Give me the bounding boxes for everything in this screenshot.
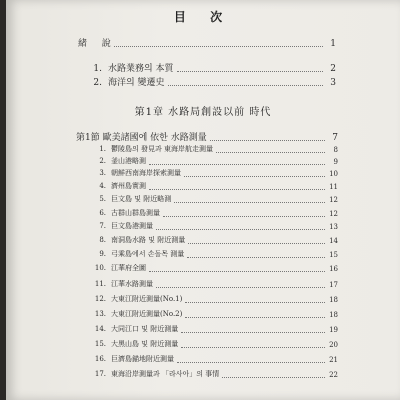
toc-item[interactable] xyxy=(94,144,338,154)
toc-item-page: 2 xyxy=(330,64,336,74)
dot-leader xyxy=(114,45,323,47)
toc-item-page: 14 xyxy=(329,237,338,245)
toc-item[interactable] xyxy=(94,263,338,273)
dot-leader xyxy=(185,301,325,303)
toc-item-page: 13 xyxy=(329,223,338,231)
dot-leader xyxy=(187,256,325,258)
toc-item-label: 巨濟島錨地附近測量 xyxy=(111,355,174,363)
toc-item-label: 東海沿岸測量과 「라사아」의 事情 xyxy=(111,370,220,378)
toc-item[interactable] xyxy=(94,279,338,289)
toc-item-label: 巨文島 및 附近略測 xyxy=(111,195,172,203)
toc-item-number: 9. xyxy=(99,250,106,258)
toc-section-page: 7 xyxy=(332,133,338,143)
toc-item-label: 朝鮮西南海岸探索測量 xyxy=(111,169,181,177)
toc-item[interactable] xyxy=(94,354,338,364)
toc-item-number: 3. xyxy=(99,169,106,177)
toc-item[interactable] xyxy=(94,208,338,218)
toc-item-page: 20 xyxy=(329,341,338,349)
toc-item-label: 大東江附近測量(No.2) xyxy=(111,310,183,318)
toc-item-number: 5. xyxy=(99,195,106,203)
toc-item-label: 大東江附近測量(No.1) xyxy=(111,295,183,303)
toc-item-number: 10. xyxy=(94,264,106,272)
toc-item[interactable] xyxy=(94,235,338,245)
toc-item[interactable] xyxy=(94,369,338,379)
dot-leader xyxy=(149,163,325,165)
toc-item[interactable] xyxy=(94,309,338,319)
book-page xyxy=(6,0,400,400)
toc-item-number: 6. xyxy=(99,209,106,217)
toc-item[interactable] xyxy=(94,168,338,178)
toc-item-number: 15. xyxy=(94,340,106,348)
toc-item-page: 21 xyxy=(329,356,338,364)
toc-item-label: 弓乘島에서 손돌목 測量 xyxy=(111,250,185,258)
dot-leader xyxy=(174,201,325,203)
toc-intro-page: 1 xyxy=(330,39,336,49)
toc-item-label: 南洞島水路 및 附近測量 xyxy=(111,236,186,244)
dot-leader xyxy=(177,70,323,72)
dot-leader xyxy=(149,270,325,272)
toc-item-page: 16 xyxy=(329,265,338,273)
toc-intro-item[interactable] xyxy=(88,75,336,88)
toc-item-label: 巨文島港測量 xyxy=(111,222,153,230)
dot-leader xyxy=(184,175,325,177)
toc-intro-label: 緒 說 xyxy=(78,39,111,49)
toc-item-page: 3 xyxy=(330,78,336,88)
toc-item[interactable] xyxy=(94,294,338,304)
toc-item-label: 釜山港略測 xyxy=(111,157,146,165)
dot-leader xyxy=(149,188,325,190)
toc-item-page: 17 xyxy=(329,281,338,289)
toc-item-page: 18 xyxy=(329,296,338,304)
toc-item-page: 8 xyxy=(333,146,338,154)
toc-intro-item[interactable] xyxy=(88,61,336,74)
toc-item-number: 7. xyxy=(99,222,106,230)
toc-item-number: 13. xyxy=(94,310,106,318)
toc-item[interactable] xyxy=(94,324,338,334)
dot-leader xyxy=(210,139,325,141)
toc-item-number: 11. xyxy=(94,280,106,288)
toc-item-label: 濟州島實測 xyxy=(111,182,146,190)
toc-item[interactable] xyxy=(94,181,338,191)
toc-item-number: 2. xyxy=(99,157,106,165)
toc-item-number: 14. xyxy=(94,325,106,333)
toc-item-page: 10 xyxy=(329,170,338,178)
toc-item-number: 1. xyxy=(99,145,106,153)
dot-leader xyxy=(181,331,325,333)
toc-item[interactable] xyxy=(94,156,338,166)
dot-leader xyxy=(181,346,325,348)
dot-leader xyxy=(188,242,325,244)
toc-section[interactable] xyxy=(76,130,338,143)
toc-item[interactable] xyxy=(94,249,338,259)
dot-leader xyxy=(156,228,325,230)
dot-leader xyxy=(168,84,323,86)
toc-item-label: 海洋의 變遷史 xyxy=(108,78,165,88)
toc-item-number: 1. xyxy=(93,64,102,74)
dot-leader xyxy=(177,361,325,363)
toc-item-page: 22 xyxy=(329,371,338,379)
toc-item[interactable] xyxy=(94,194,338,204)
toc-item-label: 大同江口 및 附近測量 xyxy=(111,325,179,333)
toc-item-label: 水路業務의 本質 xyxy=(108,64,174,74)
page-title: 目 次 xyxy=(173,10,233,24)
toc-item-number: 17. xyxy=(94,370,106,378)
toc-item-label: 古群山群島測量 xyxy=(111,209,160,217)
toc-item-label: 江華府全圖 xyxy=(111,264,146,272)
toc-item-page: 12 xyxy=(329,196,338,204)
toc-item-page: 9 xyxy=(333,158,338,166)
toc-item-label: 江華水路測量 xyxy=(111,280,153,288)
dot-leader xyxy=(156,286,325,288)
toc-item-label: 鬱陵島의 發見과 東海岸航走測量 xyxy=(111,145,213,153)
toc-item[interactable] xyxy=(94,221,338,231)
dot-leader xyxy=(216,151,325,153)
dot-leader xyxy=(222,376,325,378)
chapter-heading: 第1章 水路局創設以前 時代 xyxy=(134,107,272,118)
toc-section-label: 第1節 歐美諸國에 依한 水路測量 xyxy=(76,133,207,143)
toc-item-number: 12. xyxy=(94,295,106,303)
dot-leader xyxy=(163,215,325,217)
toc-item-label: 大黑山島 및 附近測量 xyxy=(111,340,179,348)
toc-item-page: 12 xyxy=(329,210,338,218)
toc-item-page: 18 xyxy=(329,311,338,319)
toc-intro[interactable] xyxy=(78,36,336,49)
toc-item-page: 15 xyxy=(329,251,338,259)
toc-item[interactable] xyxy=(94,339,338,349)
toc-item-page: 19 xyxy=(329,326,338,334)
toc-item-number: 16. xyxy=(94,355,106,363)
toc-item-page: 11 xyxy=(329,183,338,191)
toc-item-number: 2. xyxy=(93,78,102,88)
toc-item-number: 8. xyxy=(99,236,106,244)
toc-item-number: 4. xyxy=(99,182,106,190)
dot-leader xyxy=(185,316,325,318)
